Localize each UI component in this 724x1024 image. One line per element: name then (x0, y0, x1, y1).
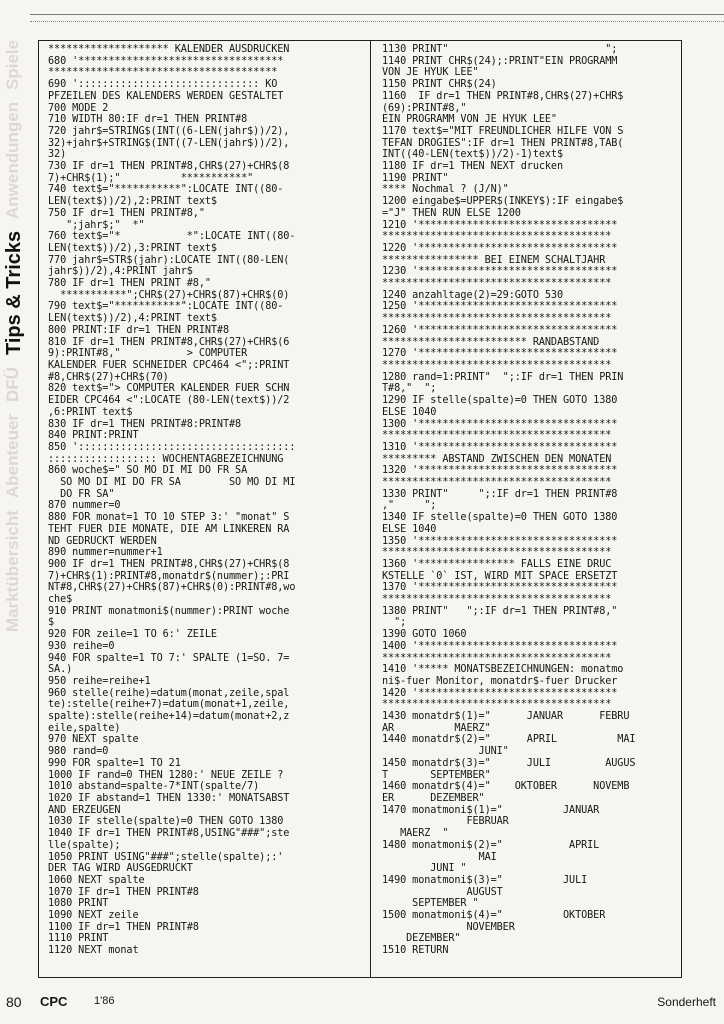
issue-label: 1'86 (94, 995, 115, 1007)
code-line: INT((40-LEN(text$))/2)-1)text$ (382, 149, 564, 161)
code-line: 900 IF dr=1 THEN PRINT#8,CHR$(27)+CHR$(8 (48, 558, 290, 570)
code-line: 1470 monatmoni$(1)=" JANUAR (382, 804, 600, 816)
code-line: PFZEILEN DES KALENDERS WERDEN GESTALTET (48, 90, 284, 102)
code-line: MAI (382, 851, 497, 863)
code-line: DEZEMBER" (382, 933, 461, 945)
code-line: T SEPTEMBER" (382, 769, 491, 781)
code-line: #8,CHR$(27)+CHR$(70) (48, 371, 169, 383)
rail-section-dfue: DFÜ (3, 367, 22, 403)
rail-section-abenteuer: Abenteuer (3, 414, 22, 499)
code-line: EIN PROGRAMM VON JE HYUK LEE" (382, 114, 557, 126)
code-line: 1090 NEXT zeile (48, 910, 139, 922)
code-line: 1390 GOTO 1060 (382, 629, 467, 641)
code-line: 1250 '********************************* (382, 301, 618, 313)
code-line: ************************************** (382, 231, 612, 243)
code-line: 870 nummer=0 (48, 500, 121, 512)
code-line: 1150 PRINT CHR$(24) (382, 79, 497, 91)
code-line: 1110 PRINT (48, 933, 109, 945)
code-line: 700 MODE 2 (48, 102, 109, 114)
code-line: 1430 monatdr$(1)=" JANUAR FEBRU (382, 711, 630, 723)
code-line: EIDER CPC464 <":LOCATE (80-LEN(text$))/2 (48, 395, 290, 407)
code-line: jahr$))/2),4:PRINT jahr$ (48, 266, 193, 278)
code-line: 9):PRINT#8," > COMPUTER (48, 348, 248, 360)
code-line: AR MAERZ" (382, 722, 491, 734)
code-line: 690 ':::::::::::::::::::::::::::::: KO (48, 79, 278, 91)
code-line: LEN(text$))/2),3:PRINT text$ (48, 242, 217, 254)
section-rail-labels (3, 40, 25, 990)
code-line: 1200 eingabe$=UPPER$(INKEY$):IF eingabe$ (382, 196, 624, 208)
code-line: 910 PRINT monatmoni$(nummer):PRINT woche (48, 605, 290, 617)
code-line: ," "; (382, 500, 437, 512)
code-line: "; (382, 617, 407, 629)
code-line: 1320 '********************************* (382, 465, 618, 477)
code-line: ************************ RANDABSTAND (382, 336, 600, 348)
page-footer (0, 990, 724, 1014)
code-line: 1000 IF rand=0 THEN 1280:' NEUE ZEILE ? (48, 769, 284, 781)
code-line: 1160 IF dr=1 THEN PRINT#8,CHR$(27)+CHR$ (382, 90, 624, 102)
code-line: ************************************** (382, 594, 612, 606)
code-line: 1350 '********************************* (382, 535, 618, 547)
code-line: 920 FOR zeile=1 TO 6:' ZEILE (48, 629, 217, 641)
code-line: 1290 IF stelle(spalte)=0 THEN GOTO 1380 (382, 395, 618, 407)
rail-section-tips-tricks: Tips & Tricks (3, 231, 25, 356)
code-line: ***********";CHR$(27)+CHR$(87)+CHR$(0) (48, 289, 290, 301)
code-line: 840 PRINT:PRINT (48, 430, 139, 442)
code-line: 1120 NEXT monat (48, 945, 139, 957)
magazine-name: CPC (40, 994, 68, 1009)
page-number: 80 (6, 994, 22, 1010)
rail-section-anwendungen: Anwendungen (3, 102, 22, 220)
code-line: 1490 monatmoni$(3)=" JULI (382, 874, 588, 886)
code-line: :::::::::::::::::: WOCHENTAGBEZEICHNUNG (48, 453, 284, 465)
code-line: eile,spalte) (48, 722, 121, 734)
code-line: 1220 '********************************* (382, 242, 618, 254)
code-line: VON JE HYUK LEE" (382, 67, 479, 79)
code-line: ";jahr$;" *" (48, 219, 145, 231)
code-line: 930 reihe=0 (48, 640, 115, 652)
code-line: 1400 '********************************* (382, 640, 618, 652)
column-divider (370, 40, 371, 978)
code-line: 1100 IF dr=1 THEN PRINT#8 (48, 921, 199, 933)
code-line: 1180 IF dr=1 THEN NEXT drucken (382, 161, 564, 173)
code-line: 940 FOR spalte=1 TO 7:' SPALTE (1=SO. 7= (48, 652, 290, 664)
code-line: 1280 rand=1:PRINT" ";:IF dr=1 THEN PRIN (382, 371, 624, 383)
code-line: ************************************** (382, 699, 612, 711)
code-line: 1510 RETURN (382, 945, 449, 957)
code-line: 990 FOR spalte=1 TO 21 (48, 757, 181, 769)
code-line: DO FR SA" (48, 488, 115, 500)
code-line: ELSE 1040 (382, 406, 437, 418)
code-line: 1310 '********************************* (382, 441, 618, 453)
code-line: ************************************** (382, 652, 612, 664)
section-rail (0, 40, 28, 1000)
code-line: 32) (48, 149, 67, 161)
code-line: 950 reihe=reihe+1 (48, 675, 151, 687)
code-line: TEFAN DROGIES":IF dr=1 THEN PRINT#8,TAB( (382, 137, 624, 149)
code-line: 970 NEXT spalte (48, 734, 139, 746)
code-line: 7)+CHR$(1):PRINT#8,monatdr$(nummer);:PRI (48, 570, 290, 582)
code-line: ************************************** (382, 278, 612, 290)
code-line: 820 text$="> COMPUTER KALENDER FUER SCHN (48, 383, 290, 395)
code-line: 1030 IF stelle(spalte)=0 THEN GOTO 1380 (48, 816, 284, 828)
code-line: che$ (48, 594, 73, 606)
code-line: JUNI" (382, 746, 509, 758)
code-line: DER TAG WIRD AUSGEDRUCKT (48, 863, 193, 875)
top-rule (30, 14, 724, 22)
code-line: NOVEMBER (382, 921, 515, 933)
code-line: 710 WIDTH 80:IF dr=1 THEN PRINT#8 (48, 114, 248, 126)
code-line: (69):PRINT#8," (382, 102, 467, 114)
code-line: ******************** KALENDER AUSDRUCKEN (48, 44, 290, 55)
code-line: 1450 monatdr$(3)=" JULI AUGUS (382, 757, 636, 769)
code-line: 750 IF dr=1 THEN PRINT#8," (48, 207, 205, 219)
code-line: 890 nummer=nummer+1 (48, 547, 163, 559)
code-line: ,6:PRINT text$ (48, 406, 133, 418)
code-line: 1300 '********************************* (382, 418, 618, 430)
code-line: AUGUST (382, 886, 503, 898)
code-line: $ (48, 617, 55, 629)
code-line: 1380 PRINT" ";:IF dr=1 THEN PRINT#8," (382, 605, 618, 617)
code-line: ************************************** (382, 547, 612, 559)
code-line: 860 woche$=" SO MO DI MI DO FR SA (48, 465, 248, 477)
code-line: LEN(text$))/2),4:PRINT text$ (48, 313, 217, 325)
code-line: te):stelle(reihe+7)=datum(monat+1,zeile, (48, 699, 290, 711)
code-line: 1340 IF stelle(spalte)=0 THEN GOTO 1380 (382, 512, 618, 524)
code-line: FEBRUAR (382, 816, 509, 828)
code-line: 7)+CHR$(1);" ***********" (48, 172, 254, 184)
code-line: JUNI " (382, 863, 467, 875)
code-line: 1370 '********************************* (382, 582, 618, 594)
code-line: 1260 '********************************* (382, 324, 618, 336)
code-line: T#8," "; (382, 383, 437, 395)
code-line: MAERZ " (382, 828, 449, 840)
listing-left-column (48, 44, 354, 974)
code-line: ************************************** (382, 477, 612, 489)
rail-section-marktuebersicht: Marktübersicht (3, 510, 22, 633)
code-line: spalte):stelle(reihe+14)=datum(monat+2,z (48, 711, 290, 723)
code-line: 790 text$="***********":LOCATE INT((80- (48, 301, 284, 313)
code-line: 980 rand=0 (48, 746, 109, 758)
edition-label: Sonderheft (657, 995, 716, 1009)
code-line: ************************************** (48, 67, 278, 79)
code-line: ELSE 1040 (382, 523, 437, 535)
code-line: ni$-fuer Monitor, monatdr$-fuer Drucker (382, 675, 618, 687)
code-line: 740 text$="***********":LOCATE INT((80- (48, 184, 284, 196)
code-line: lle(spalte); (48, 839, 121, 851)
code-line: 1460 monatdr$(4)=" OKTOBER NOVEMB (382, 781, 630, 793)
code-line: 1230 '********************************* (382, 266, 618, 278)
code-line: 1410 '***** MONATSBEZEICHNUNGEN: monatmo (382, 664, 624, 676)
code-line: 680 '********************************** (48, 55, 284, 67)
code-line: 730 IF dr=1 THEN PRINT#8,CHR$(27)+CHR$(8 (48, 161, 290, 173)
code-line: 880 FOR monat=1 TO 10 STEP 3:' "monat" S (48, 512, 290, 524)
code-line: 1170 text$="MIT FREUNDLICHER HILFE VON S (382, 125, 624, 137)
code-line: 830 IF dr=1 THEN PRINT#8:PRINT#8 (48, 418, 242, 430)
code-line: 32)+jahr$+STRING$(INT((7-LEN(jahr$))/2), (48, 137, 290, 149)
code-line: 810 IF dr=1 THEN PRINT#8,CHR$(27)+CHR$(6 (48, 336, 290, 348)
code-line: 1500 monatmoni$(4)=" OKTOBER (382, 910, 606, 922)
code-line: ************************************** (382, 359, 612, 371)
code-line: ND GEDRUCKT WERDEN (48, 535, 157, 547)
code-line: 850 ':::::::::::::::::::::::::::::::::::: (48, 441, 296, 453)
code-line: 1480 monatmoni$(2)=" APRIL (382, 839, 600, 851)
code-line: 1360 '**************** FALLS EINE DRUC (382, 558, 612, 570)
code-line: NT#8,CHR$(27)+CHR$(87)+CHR$(0):PRINT#8,wo (48, 582, 296, 594)
code-line: 720 jahr$=STRING$(INT((6-LEN(jahr$))/2), (48, 125, 290, 137)
code-line: 1190 PRINT" (382, 172, 449, 184)
code-line: ************************************** (382, 313, 612, 325)
code-line: 1420 '********************************* (382, 687, 618, 699)
code-line: 960 stelle(reihe)=datum(monat,zeile,spal (48, 687, 290, 699)
code-line: 1270 '********************************* (382, 348, 618, 360)
code-line: 1080 PRINT (48, 898, 109, 910)
code-line: 1020 IF abstand=1 THEN 1330:' MONATSABST (48, 793, 290, 804)
code-line: ER DEZEMBER" (382, 793, 485, 804)
listing-right-column (382, 44, 672, 974)
code-line: 800 PRINT:IF dr=1 THEN PRINT#8 (48, 324, 230, 336)
code-line: 1070 IF dr=1 THEN PRINT#8 (48, 886, 199, 898)
code-line: 1140 PRINT CHR$(24);:PRINT"EIN PROGRAMM (382, 55, 618, 67)
code-line: 1330 PRINT" ";:IF dr=1 THEN PRINT#8 (382, 488, 618, 500)
code-line: 1040 IF dr=1 THEN PRINT#8,USING"###";ste (48, 828, 290, 840)
code-line: **** Nochmal ? (J/N)" (382, 184, 509, 196)
code-line: 1210 '********************************* (382, 219, 618, 231)
code-line: ="J" THEN RUN ELSE 1200 (382, 207, 521, 219)
code-line: 1060 NEXT spalte (48, 874, 145, 886)
code-line: **************** BEI EINEM SCHALTJAHR (382, 254, 606, 266)
code-line: KSTELLE `0` IST, WIRD MIT SPACE ERSETZT (382, 570, 618, 582)
code-line: TEHT FUER DIE MONATE, DIE AM LINKEREN RA (48, 523, 290, 535)
code-line: 1440 monatdr$(2)=" APRIL MAI (382, 734, 636, 746)
code-line: LEN(text$))/2),2:PRINT text$ (48, 196, 217, 208)
code-line: 780 IF dr=1 THEN PRINT #8," (48, 278, 211, 290)
code-line: 1010 abstand=spalte-7*INT(spalte/7) (48, 781, 260, 793)
code-line: ************************************** (382, 430, 612, 442)
code-line: 770 jahr$=STR$(jahr):LOCATE INT((80-LEN( (48, 254, 290, 266)
code-line: 760 text$="* *":LOCATE INT((80- (48, 231, 296, 243)
rail-section-spiele: Spiele (3, 40, 22, 91)
code-line: SEPTEMBER " (382, 898, 479, 910)
code-line: AND ERZEUGEN (48, 804, 121, 816)
code-line: ********* ABSTAND ZWISCHEN DEN MONATEN (382, 453, 612, 465)
code-line: 1240 anzahltage(2)=29:GOTO 530 (382, 289, 564, 301)
code-line: 1050 PRINT USING"###";stelle(spalte);:' (48, 851, 284, 863)
code-line: KALENDER FUER SCHNEIDER CPC464 <";:PRINT (48, 359, 290, 371)
code-line: 1130 PRINT" "; (382, 44, 618, 55)
code-line: SA.) (48, 664, 73, 676)
code-line: SO MO DI MI DO FR SA SO MO DI MI (48, 477, 296, 489)
